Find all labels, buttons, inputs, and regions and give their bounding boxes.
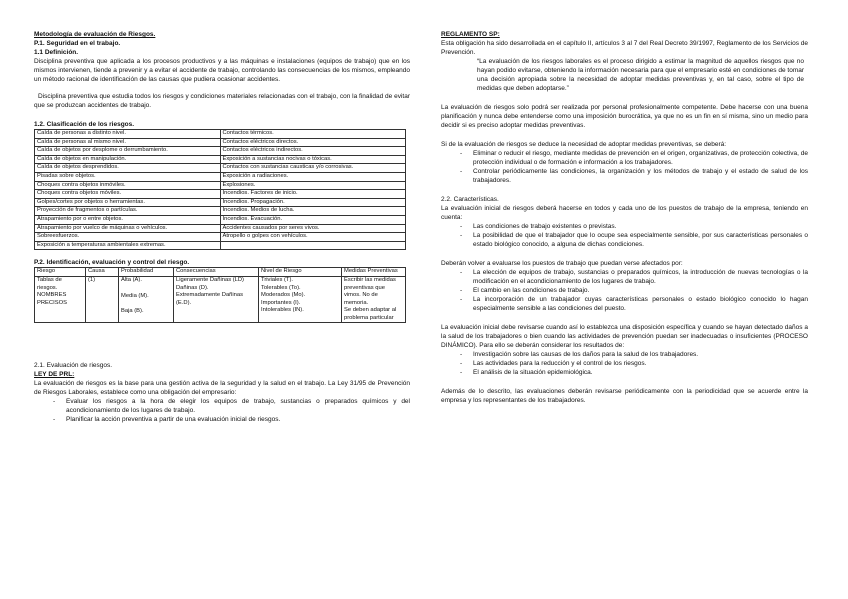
- cell-nivel-riesgo: [259, 276, 342, 323]
- risk-cell-right: Exposición a radiaciones.: [220, 172, 406, 181]
- definition-paragraph-1: Disciplina preventiva que aplicada a los procesos productivos y a las máquinas e instalaciones (equipos de trabajo) que en los mismos intervienen, tiende a prevenir y a evitar el accidente de trabajo, controlando las consecuencias de los mismos, empleando un método racional de identificación de las causas que pudiera ocasionar accidentes.: [34, 58, 410, 83]
- table-header-row: [35, 268, 406, 277]
- header-causa: Causa: [86, 268, 119, 277]
- table-row: [35, 215, 406, 224]
- header-nivel-riesgo: Nivel de Riesgo: [259, 268, 342, 277]
- table-row: [35, 181, 406, 190]
- table-row: [35, 172, 406, 181]
- risk-cell-right: Incendios. Evacuación.: [220, 215, 406, 224]
- risk-cell-left: Caída de objetos por desplome o derrumbamiento.: [35, 147, 221, 156]
- risk-cell-right: Contactos térmicos.: [220, 130, 406, 139]
- header-riesgo: Riesgo: [35, 268, 86, 277]
- section-p1-heading: P.1. Seguridad en el trabajo.: [34, 40, 121, 47]
- table-row: [35, 207, 406, 216]
- risk-cell-right: Explosiones.: [220, 181, 406, 190]
- table-row: [35, 233, 406, 242]
- cons-ld: Ligeramente Dañinas (LD): [176, 276, 244, 283]
- risk-cell-right: Incendios. Medios de lucha.: [220, 207, 406, 216]
- list-item: - Planificar la acción preventiva a partir de una evaluación inicial de riesgos.: [66, 415, 410, 424]
- list-item: - La elección de equipos de trabajo, sustancias o preparados químicos, la introducción de nuevas tecnologías o la modificación en el acondicionamiento de los lugares de trabajo.: [473, 268, 808, 286]
- risk-cell-right: Contactos con sustancias causticas y/o corrosivas.: [220, 164, 406, 173]
- right-column: [441, 30, 808, 405]
- medidas-intro-paragraph: Si de la evaluación de riesgos se deduce la necesidad de adoptar medidas preventivas, se deberá:: [441, 141, 727, 148]
- personal-paragraph: La evaluación de riesgos solo podrá ser realizada por personal profesionalmente competente. Debe hacerse con una buena planificación y nunca debe entenderse como una imposición burocrática, ya que no es un fin en sí misma, sino un medio para decidir si es preciso adoptar medidas preventivas.: [441, 104, 808, 129]
- nivel-mo: Moderados (Mo).: [261, 292, 306, 299]
- reglamento-heading: REGLAMENTO SP:: [441, 31, 500, 38]
- table-row: [35, 138, 406, 147]
- list-item: - Controlar periódicamente las condiciones, la organización y los métodos de trabajo y el estado de salud de los trabajadores.: [473, 167, 808, 185]
- list-item: - Eliminar o reducir el riesgo, mediante medidas de prevención en el origen, organizativas, de protección colectiva, de protección individual o de formación e información a los trabajadores.: [473, 149, 808, 167]
- reevaluar-bullet-list: [441, 268, 808, 313]
- list-item: - La incorporación de un trabajador cuyas características personales o estado biológico conocido lo hagan especialmente sensible a las condiciones del puesto.: [473, 295, 808, 313]
- table-row: [35, 198, 406, 207]
- final-paragraph: Además de lo descrito, las evaluaciones deberán revisarse periódicamente con la periodicidad que se acuerde entre la empresa y los representantes de los trabajadores.: [441, 388, 808, 404]
- risk-cell-left: Caída de personas al mismo nivel.: [35, 138, 221, 147]
- left-column: [34, 30, 410, 424]
- risk-cell-right: Accidentes causados por seres vivos.: [220, 224, 406, 233]
- risk-cell-right: Incendios. Propagación.: [220, 198, 406, 207]
- table-row: [35, 164, 406, 173]
- classification-heading: 1.2. Clasificación de los riesgos.: [34, 121, 135, 128]
- risk-cell-right: Exposición a sustancias nocivas o tóxicas.: [220, 155, 406, 164]
- definition-heading: 1.1 Definición.: [34, 49, 79, 56]
- table-row: [35, 155, 406, 164]
- header-probabilidad: Probabilidad: [119, 268, 174, 277]
- nivel-to: Tolerables (To).: [261, 284, 301, 291]
- prl-heading: LEY DE PRL:: [34, 371, 75, 379]
- risk-cell-left: Atrapamiento por o entre objetos.: [35, 215, 221, 224]
- nivel-t: Triviales (T).: [261, 276, 293, 283]
- risk-cell-right: Incendios. Factores de inicio.: [220, 190, 406, 199]
- medidas-1: Escribir las medidas preventivas que vimos. No de memoria.: [344, 276, 396, 306]
- risk-cell-right: Contactos eléctricos directos.: [220, 138, 406, 147]
- header-consecuencias: Consecuencias: [174, 268, 259, 277]
- list-item: - Las actividades para la reducción y el control de los riesgos.: [473, 359, 808, 368]
- reglamento-paragraph: Esta obligación ha sido desarrollada en el capítulo II, artículos 3 al 7 del Real Decreto 39/1997, Reglamento de los Servicios de Prevención.: [441, 40, 808, 56]
- medidas-2: Se deben adaptar al problema particular: [344, 307, 397, 321]
- risk-cell-left: Pisadas sobre objetos.: [35, 172, 221, 181]
- list-item: - Las condiciones de trabajo existentes o previstas.: [473, 222, 808, 231]
- risk-classification-table: [34, 129, 406, 250]
- cons-d: Dañinas (D).: [176, 284, 209, 291]
- table-row: [35, 241, 406, 250]
- table-row: [35, 130, 406, 139]
- risk-cell-left: Proyección de fragmentos o partículas.: [35, 207, 221, 216]
- risk-cell-left: Exposición a temperaturas ambientales extremas.: [35, 241, 221, 250]
- prl-paragraph: La evaluación de riesgos es la base para una gestión activa de la seguridad y la salud en el trabajo. La Ley 31/95 de Prevención de Riesgos Laborales, establece como una obligación del empresario:: [34, 380, 410, 397]
- definition-quote: “La evaluación de los riesgos laborales es el proceso dirigido a estimar la magnitud de aquellos riesgos que no hayan podido evitarse, obteniendo la información necesaria para que el empresario esté en condiciones de tomar una decisión apropiada sobre la necesidad de adoptar medidas preventivas y, en tal caso, sobre el tipo de medidas que deben adoptarse.”: [477, 58, 805, 92]
- prl-bullet-list: [34, 397, 410, 424]
- risk-cell-left: Caída de objetos en manipulación.: [35, 155, 221, 164]
- risk-cell-left: Sobreesfuerzos.: [35, 233, 221, 242]
- table-row: [35, 190, 406, 199]
- table-row: [35, 276, 406, 323]
- list-item: - El cambio en las condiciones de trabajo.: [473, 286, 808, 295]
- cons-ed: Extremadamente Dañinas (E.D).: [176, 292, 244, 306]
- nivel-i: Importantes (I).: [261, 299, 301, 306]
- table-row: [35, 224, 406, 233]
- definition-paragraph-2: Disciplina preventiva que estudia todos los riesgos y condiciones materiales relacionadas con el trabajo, con la finalidad de evitar que se produzcan accidentes de trabajo.: [34, 93, 410, 109]
- list-item: - El análisis de la situación epidemiológica.: [473, 368, 808, 377]
- table-row: [35, 147, 406, 156]
- cell-riesgo: Tablas de riesgos. NOMBRES PRECISOS: [35, 276, 86, 323]
- caracteristicas-bullet-list: [441, 222, 808, 249]
- cell-consecuencias: [174, 276, 259, 323]
- risk-cell-right: [220, 241, 406, 250]
- prob-media: Media (M).: [121, 292, 149, 299]
- prob-baja: Baja (B).: [121, 308, 144, 315]
- caracteristicas-heading: 2.2. Características.: [441, 196, 499, 203]
- list-item: - Evaluar los riesgos a la hora de elegir los equipos de trabajo, sustancias o preparados químicos y del acondicionamiento de los lugares de trabajo.: [66, 397, 410, 415]
- nivel-in: Intolerables (IN).: [261, 307, 304, 314]
- medidas-bullet-list: [441, 149, 808, 185]
- cell-causa: (1): [86, 276, 119, 323]
- list-item: - La posibilidad de que el trabajador que lo ocupe sea especialmente sensible, por sus características personales o estado biológico conocido, a alguna de dichas condiciones.: [473, 231, 808, 249]
- revisar-paragraph: La evaluación inicial debe revisarse cuando así lo establezca una disposición específica y cuando se hayan detectado daños a la salud de los trabajadores o bien cuando las actividades de prevención puedan ser inadecuadas o insuficientes (PROCESO DINÁMICO). Para ello se deberán considerar los resultados de:: [441, 324, 808, 349]
- caracteristicas-paragraph: La evaluación inicial de riesgos deberá hacerse en todos y cada uno de los puestos de trabajo de la empresa, teniendo en cuenta:: [441, 205, 808, 221]
- prob-alta: Alta (A).: [121, 276, 142, 283]
- cell-probabilidad: [119, 276, 174, 323]
- risk-cell-left: Atrapamiento por vuelco de máquinas o vehículos.: [35, 224, 221, 233]
- cell-medidas: [342, 276, 406, 323]
- header-medidas: Medidas Preventivas: [342, 268, 406, 277]
- revisar-bullet-list: [441, 350, 808, 377]
- risk-cell-left: Caída de objetos desprendidos.: [35, 164, 221, 173]
- list-item: - Investigación sobre las causas de los daños para la salud de los trabajadores.: [473, 350, 808, 359]
- risk-cell-left: Choques contra objetos inmóviles.: [35, 181, 221, 190]
- risk-cell-right: Contactos eléctricos indirectos.: [220, 147, 406, 156]
- evaluation-heading: 2.1. Evaluación de riesgos.: [34, 362, 113, 370]
- risk-cell-left: Choques contra objetos móviles.: [35, 190, 221, 199]
- section-p2-heading: P.2. Identificación, evaluación y control del riesgo.: [34, 259, 190, 267]
- document-title: Metodología de evaluación de Riesgos.: [34, 31, 156, 38]
- risk-cell-left: Golpes/cortes por objetos o herramientas.: [35, 198, 221, 207]
- reevaluar-paragraph: Deberán volver a evaluarse los puestos de trabajo que puedan verse afectados por:: [441, 260, 683, 267]
- risk-cell-right: Atropello o golpes con vehículos.: [220, 233, 406, 242]
- risk-cell-left: Caída de personas a distinto nivel.: [35, 130, 221, 139]
- risk-identification-table: [34, 267, 406, 323]
